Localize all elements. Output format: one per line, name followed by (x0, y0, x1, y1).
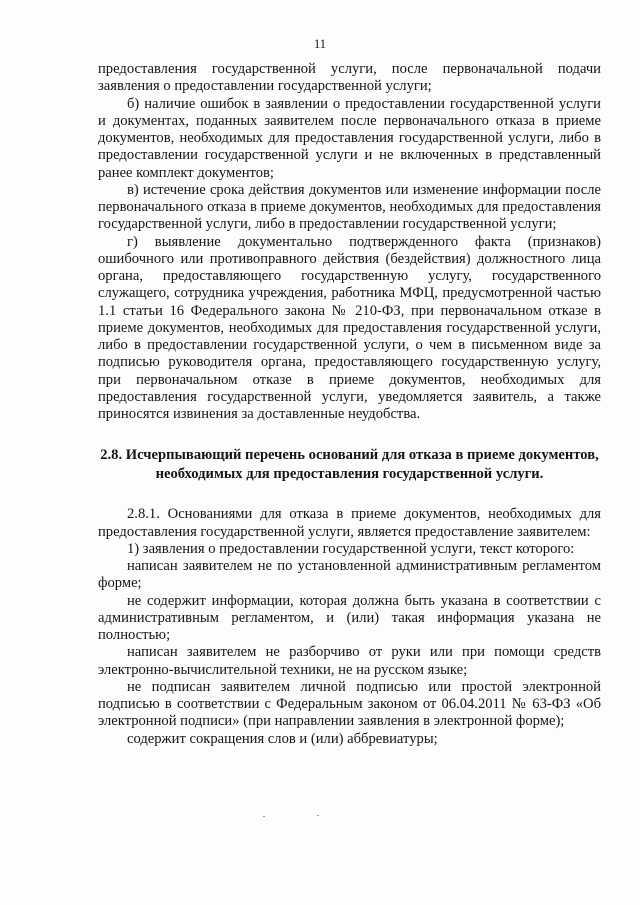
list-item: не подписан заявителем личной подписью или простой электронной подписью в соответствии с Федеральным законом от 06.04.2011 № 63-ФЗ «Об электронной подписи» (при направлении заявления в электронной форме); (98, 678, 601, 730)
scan-speck (317, 815, 319, 816)
list-item: не содержит информации, которая должна быть указана в соответствии с административным регламентом, и (или) такая информация указана не полностью; (98, 592, 601, 643)
document-body (98, 61, 601, 748)
section-heading: 2.8. Исчерпывающий перечень оснований для отказа в приеме документов, необходимых для предоставления государственной услуги. (100, 447, 599, 483)
list-item: написан заявителем не разборчиво от руки или при помощи средств электронно-вычислительной техники, не на русском языке; (98, 644, 601, 678)
paragraph: в) истечение срока действия документов или изменение информации после первоначального отказа в приеме документов, необходимых для предоставления государственной услуги, либо в предоставлении государственной услуги; (98, 181, 601, 233)
paragraph: предоставления государственной услуги, после первоначальной подачи заявления о предоставлении государственной услуги; (98, 61, 601, 95)
paragraph: г) выявление документально подтвержденного факта (признаков) ошибочного или противоправного действия (бездействия) должностного лица органа, предоставляющего государственную услугу, государственного служащего, сотрудника учреждения, работника МФЦ, предусмотренной частью 1.1 статьи 16 Федерального закона № 210-ФЗ, при первоначальном отказе в приеме документов, необходимых для предоставления государственной услуги, либо в предоставлении государственной услуги, о чем в письменном виде за подписью руководителя органа, предоставляющего государственную услугу, при первоначальном отказе в приеме документов, необходимых для предоставления государственной услуги, уведомляется заявитель, а также приносятся извинения за доставленные неудобства. (98, 233, 601, 422)
scan-speck (263, 816, 265, 817)
page-number: 11 (313, 37, 327, 51)
paragraph: 2.8.1. Основаниями для отказа в приеме документов, необходимых для предоставления государственной услуги, является предоставление заявителем: (98, 506, 601, 540)
paragraph: 1) заявления о предоставлении государственной услуги, текст которого: (127, 540, 575, 557)
paragraph: б) наличие ошибок в заявлении о предоставлении государственной услуги и документах, поданных заявителем после первоначального отказа в приеме документов, необходимых для предоставления государственной услуги, либо в предоставлении государственной услуги и не включенных в представленный ранее комплект документов; (98, 95, 601, 181)
list-item: содержит сокращения слов и (или) аббревиатуры; (127, 730, 438, 747)
list-item: написан заявителем не по установленной административным регламентом форме; (98, 558, 601, 592)
